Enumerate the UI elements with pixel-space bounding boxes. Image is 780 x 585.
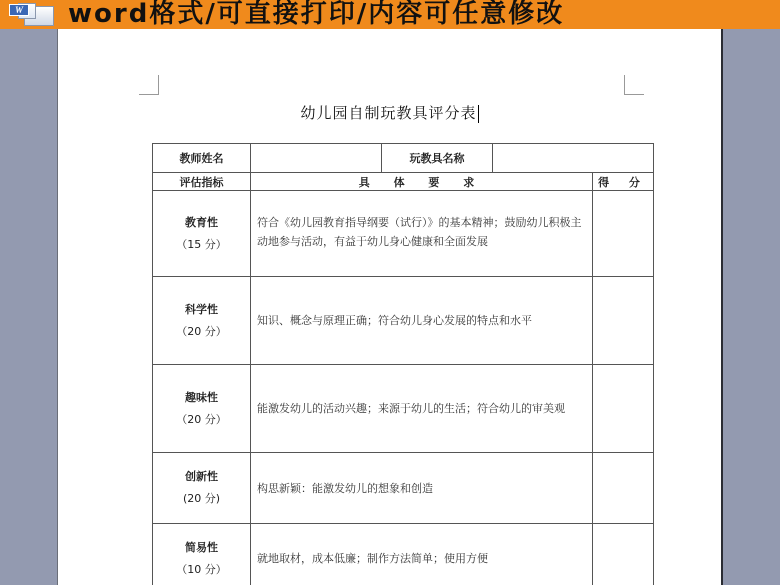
table-row [153, 365, 654, 453]
word-document-icon [6, 1, 58, 28]
requirement-cell: 构思新颖：能激发幼儿的想象和创造 [251, 453, 593, 524]
criterion-cell: 简易性 （10 分） [153, 524, 251, 585]
criterion-cell: 科学性 （20 分） [153, 277, 251, 365]
teacher-name-field[interactable] [251, 144, 382, 173]
requirement-cell: 就地取材，成本低廉；制作方法简单；使用方便 [251, 524, 593, 585]
requirement-cell: 知识、概念与原理正确；符合幼儿身心发展的特点和水平 [251, 277, 593, 365]
criterion-cell: 趣味性 （20 分） [153, 365, 251, 453]
criterion-cell: 创新性 (20 分) [153, 453, 251, 524]
criterion-cell: 教育性 （15 分） [153, 191, 251, 277]
word-badge: W [9, 4, 29, 16]
text-cursor [478, 105, 479, 123]
table-row [153, 277, 654, 365]
table-row [153, 191, 654, 277]
document-page[interactable] [57, 29, 723, 585]
banner-text: word格式/可直接打印/内容可任意修改 [68, 0, 565, 29]
table-row [153, 453, 654, 524]
requirement-cell: 能激发幼儿的活动兴趣；来源于幼儿的生活；符合幼儿的审美观 [251, 365, 593, 453]
info-row [153, 144, 654, 173]
promo-banner [0, 0, 780, 29]
score-cell[interactable] [593, 524, 654, 585]
score-cell[interactable] [593, 453, 654, 524]
score-cell[interactable] [593, 277, 654, 365]
score-table [152, 143, 654, 585]
score-cell[interactable] [593, 191, 654, 277]
requirement-cell: 符合《幼儿园教育指导纲要（试行）》的基本精神；鼓励幼儿积极主动地参与活动，有益于幼儿身心健康和全面发展 [251, 191, 593, 277]
document-title[interactable]: 幼儿园自制玩教具评分表 [300, 104, 477, 122]
column-header-row [153, 173, 654, 191]
score-cell[interactable] [593, 365, 654, 453]
margin-corner-mark-left [139, 75, 159, 95]
criterion-header: 评估指标 [153, 173, 251, 191]
table-row [153, 524, 654, 585]
score-header: 得 分 [593, 173, 654, 191]
toy-name-label: 玩教具名称 [382, 144, 493, 173]
requirements-header: 具 体 要 求 [251, 173, 593, 191]
toy-name-field[interactable] [493, 144, 654, 173]
margin-corner-mark-right [624, 75, 644, 95]
teacher-name-label: 教师姓名 [153, 144, 251, 173]
